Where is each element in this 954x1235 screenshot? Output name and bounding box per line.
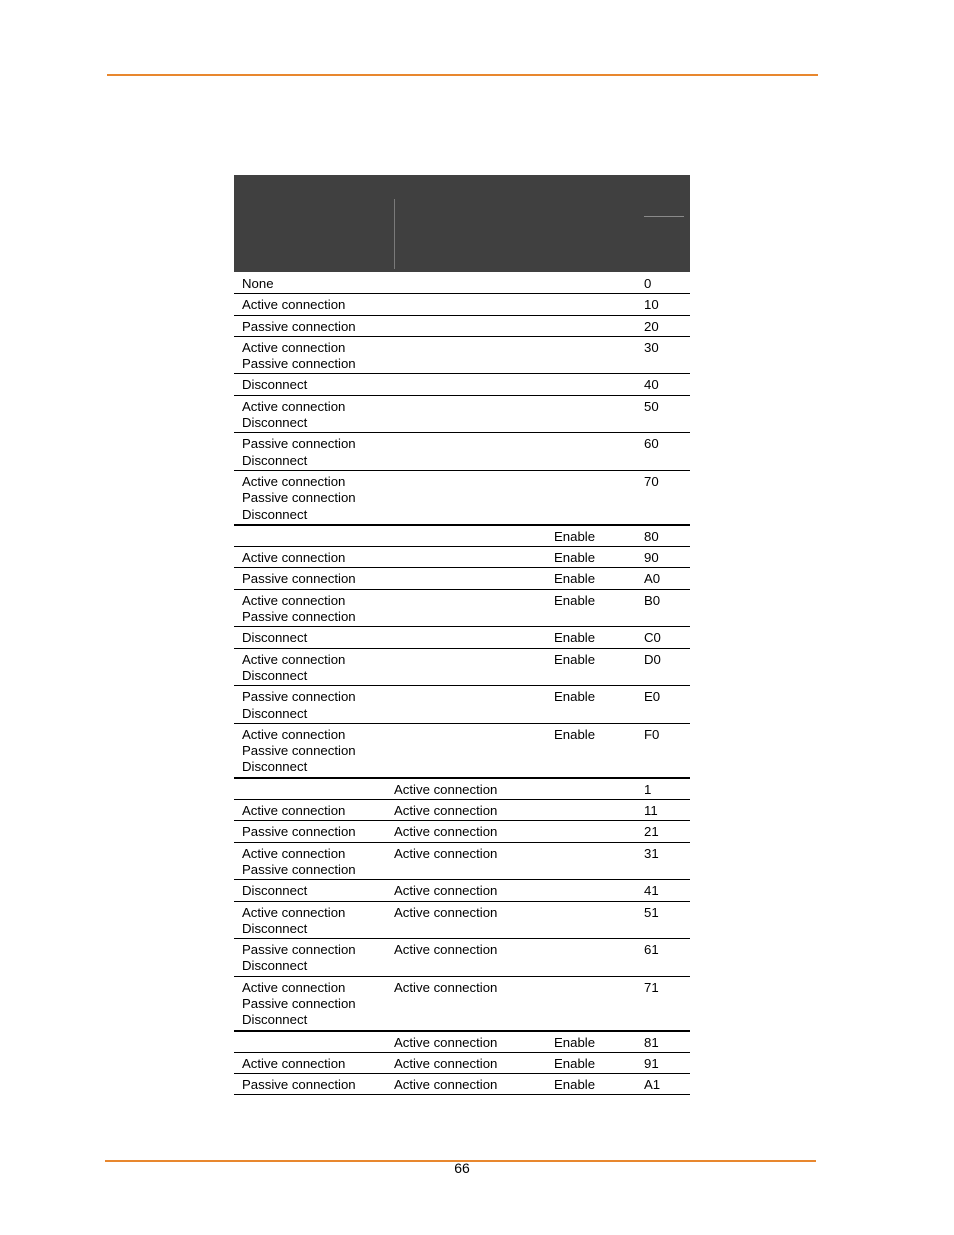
event-line: Disconnect (242, 920, 308, 936)
mode-cell (394, 319, 554, 335)
enable-cell (554, 846, 644, 879)
event-line: Disconnect (242, 506, 308, 522)
mode-cell (394, 593, 554, 626)
table-row (234, 396, 690, 434)
event-cell (234, 593, 394, 626)
code-cell: A1 (644, 1077, 661, 1093)
event-cell (234, 1056, 394, 1072)
mode-cell: Active connection (394, 803, 498, 819)
mode-cell: Active connection (394, 824, 498, 840)
event-line (242, 529, 394, 545)
event-line: Active connection (242, 297, 346, 313)
table-row (234, 568, 690, 589)
enable-cell (554, 319, 644, 335)
event-cell (234, 727, 394, 776)
event-line: Disconnect (242, 759, 308, 775)
code-cell: D0 (644, 651, 661, 667)
event-cell (234, 846, 394, 879)
enable-cell (554, 276, 644, 292)
table-row (234, 1074, 690, 1095)
mode-cell: Active connection (394, 1077, 498, 1093)
event-cell (234, 652, 394, 685)
code-cell: 50 (644, 398, 659, 414)
event-cell (234, 297, 394, 313)
event-cell (234, 803, 394, 819)
event-line: Passive connection (242, 490, 356, 506)
event-cell (234, 377, 394, 393)
event-line: Passive connection (242, 1077, 356, 1093)
event-line: None (242, 276, 274, 291)
table-row (234, 590, 690, 628)
event-line (242, 782, 394, 798)
event-line (242, 1035, 394, 1051)
event-cell (234, 399, 394, 432)
table-row (234, 526, 690, 547)
mode-cell: Active connection (394, 781, 498, 797)
enable-cell (554, 980, 644, 1029)
event-line: Active connection (242, 651, 346, 667)
code-cell: 20 (644, 318, 659, 334)
mode-cell (394, 727, 554, 776)
enable-cell (554, 883, 644, 899)
code-cell: 91 (644, 1055, 659, 1071)
mode-cell (394, 550, 554, 566)
event-line: Active connection (242, 473, 346, 489)
header-column-separator (394, 199, 395, 269)
code-cell: 0 (644, 276, 652, 291)
event-line: Active connection (242, 1055, 346, 1071)
mode-cell: Active connection (394, 883, 498, 899)
event-line: Disconnect (242, 377, 308, 393)
code-cell: 70 (644, 473, 659, 489)
event-cell (234, 883, 394, 899)
table-row (234, 686, 690, 724)
code-cell: 1 (644, 781, 652, 797)
enable-cell: Enable (554, 550, 596, 566)
code-cell: 30 (644, 339, 659, 355)
enable-cell (554, 436, 644, 469)
enable-cell (554, 474, 644, 523)
event-line: Passive connection (242, 571, 356, 587)
event-cell (234, 319, 394, 335)
mode-cell: Active connection (394, 845, 498, 861)
event-line: Disconnect (242, 883, 308, 899)
table-row (234, 374, 690, 395)
event-cell (234, 571, 394, 587)
table-row (234, 627, 690, 648)
code-cell: A0 (644, 571, 661, 587)
code-cell: 41 (644, 883, 659, 899)
event-cell (234, 630, 394, 646)
table-row (234, 724, 690, 779)
code-cell: 31 (644, 845, 659, 861)
table-row (234, 800, 690, 821)
enable-cell: Enable (554, 651, 596, 667)
event-cell (234, 550, 394, 566)
mode-cell (394, 630, 554, 646)
enable-cell: Enable (554, 571, 596, 587)
event-line: Active connection (242, 339, 346, 355)
mode-cell (394, 276, 554, 292)
code-cell: 71 (644, 979, 659, 995)
mode-cell (394, 297, 554, 313)
enable-cell: Enable (554, 726, 596, 742)
enable-cell: Enable (554, 592, 596, 608)
enable-cell (554, 297, 644, 313)
event-line: Passive connection (242, 318, 356, 334)
event-line: Passive connection (242, 861, 356, 877)
event-line: Passive connection (242, 689, 356, 705)
table-row (234, 272, 690, 294)
table-row (234, 1032, 690, 1053)
code-cell: 11 (644, 803, 658, 819)
event-cell (234, 980, 394, 1029)
code-cell: 51 (644, 904, 659, 920)
table-row (234, 1053, 690, 1074)
table-body (234, 272, 690, 1095)
event-cell (234, 529, 394, 545)
code-cell: 61 (644, 942, 659, 958)
mode-cell (394, 689, 554, 722)
enable-cell (554, 340, 644, 373)
event-cell (234, 1077, 394, 1093)
enable-cell: Enable (554, 689, 596, 705)
event-line: Disconnect (242, 1012, 308, 1028)
mode-cell (394, 571, 554, 587)
table-row (234, 779, 690, 800)
mode-cell: Active connection (394, 979, 498, 995)
mode-cell (394, 474, 554, 523)
mode-cell (394, 377, 554, 393)
mode-cell (394, 340, 554, 373)
table-row (234, 880, 690, 901)
table-header (234, 175, 690, 272)
code-cell: 40 (644, 377, 659, 393)
event-line: Active connection (242, 398, 346, 414)
code-cell: 10 (644, 297, 659, 313)
event-cell (234, 474, 394, 523)
table-row (234, 471, 690, 526)
connection-mode-table (234, 175, 690, 1095)
event-cell (234, 942, 394, 975)
table-row (234, 337, 690, 375)
event-line: Passive connection (242, 942, 356, 958)
event-line: Active connection (242, 979, 346, 995)
event-cell (234, 1035, 394, 1051)
event-cell (234, 905, 394, 938)
mode-cell (394, 399, 554, 432)
event-line: Passive connection (242, 356, 356, 372)
table-row (234, 902, 690, 940)
enable-cell (554, 942, 644, 975)
event-line: Active connection (242, 845, 346, 861)
enable-cell: Enable (554, 1034, 596, 1050)
code-cell: B0 (644, 592, 661, 608)
event-line: Disconnect (242, 415, 308, 431)
event-line: Disconnect (242, 452, 308, 468)
enable-cell: Enable (554, 528, 596, 544)
enable-cell: Enable (554, 630, 596, 646)
event-cell (234, 276, 394, 292)
event-line: Passive connection (242, 995, 356, 1011)
mode-cell (394, 529, 554, 545)
event-line: Disconnect (242, 630, 308, 646)
event-line: Active connection (242, 726, 346, 742)
mode-cell: Active connection (394, 1055, 498, 1071)
mode-cell (394, 436, 554, 469)
event-cell (234, 782, 394, 798)
code-cell: 90 (644, 550, 659, 566)
header-rule (107, 74, 818, 76)
enable-cell (554, 824, 644, 840)
event-line: Passive connection (242, 824, 356, 840)
header-underline (644, 216, 684, 217)
mode-cell: Active connection (394, 942, 498, 958)
event-line: Active connection (242, 803, 346, 819)
enable-cell: Enable (554, 1055, 596, 1071)
enable-cell (554, 399, 644, 432)
event-cell (234, 824, 394, 840)
table-row (234, 843, 690, 881)
code-cell: C0 (644, 630, 661, 646)
event-line: Active connection (242, 904, 346, 920)
code-cell: 21 (644, 824, 659, 840)
table-row (234, 821, 690, 842)
enable-cell (554, 377, 644, 393)
event-line: Active connection (242, 592, 346, 608)
page-number: 66 (454, 1160, 470, 1176)
event-cell (234, 689, 394, 722)
event-line: Passive connection (242, 609, 356, 625)
table-row (234, 316, 690, 337)
code-cell: F0 (644, 726, 660, 742)
event-cell (234, 436, 394, 469)
mode-cell: Active connection (394, 904, 498, 920)
event-line: Disconnect (242, 667, 308, 683)
code-cell: 80 (644, 528, 659, 544)
enable-cell (554, 905, 644, 938)
table-row (234, 294, 690, 315)
table-row (234, 547, 690, 568)
table-row (234, 977, 690, 1032)
event-line: Disconnect (242, 958, 308, 974)
code-cell: 60 (644, 436, 659, 452)
table-row (234, 939, 690, 977)
mode-cell: Active connection (394, 1034, 498, 1050)
event-line: Active connection (242, 550, 346, 566)
code-cell: 81 (644, 1034, 659, 1050)
code-cell: E0 (644, 689, 661, 705)
event-line: Passive connection (242, 436, 356, 452)
table-row (234, 649, 690, 687)
enable-cell (554, 782, 644, 798)
enable-cell: Enable (554, 1077, 596, 1093)
mode-cell (394, 652, 554, 685)
event-cell (234, 340, 394, 373)
event-line: Disconnect (242, 705, 308, 721)
enable-cell (554, 803, 644, 819)
event-line: Passive connection (242, 743, 356, 759)
table-row (234, 433, 690, 471)
